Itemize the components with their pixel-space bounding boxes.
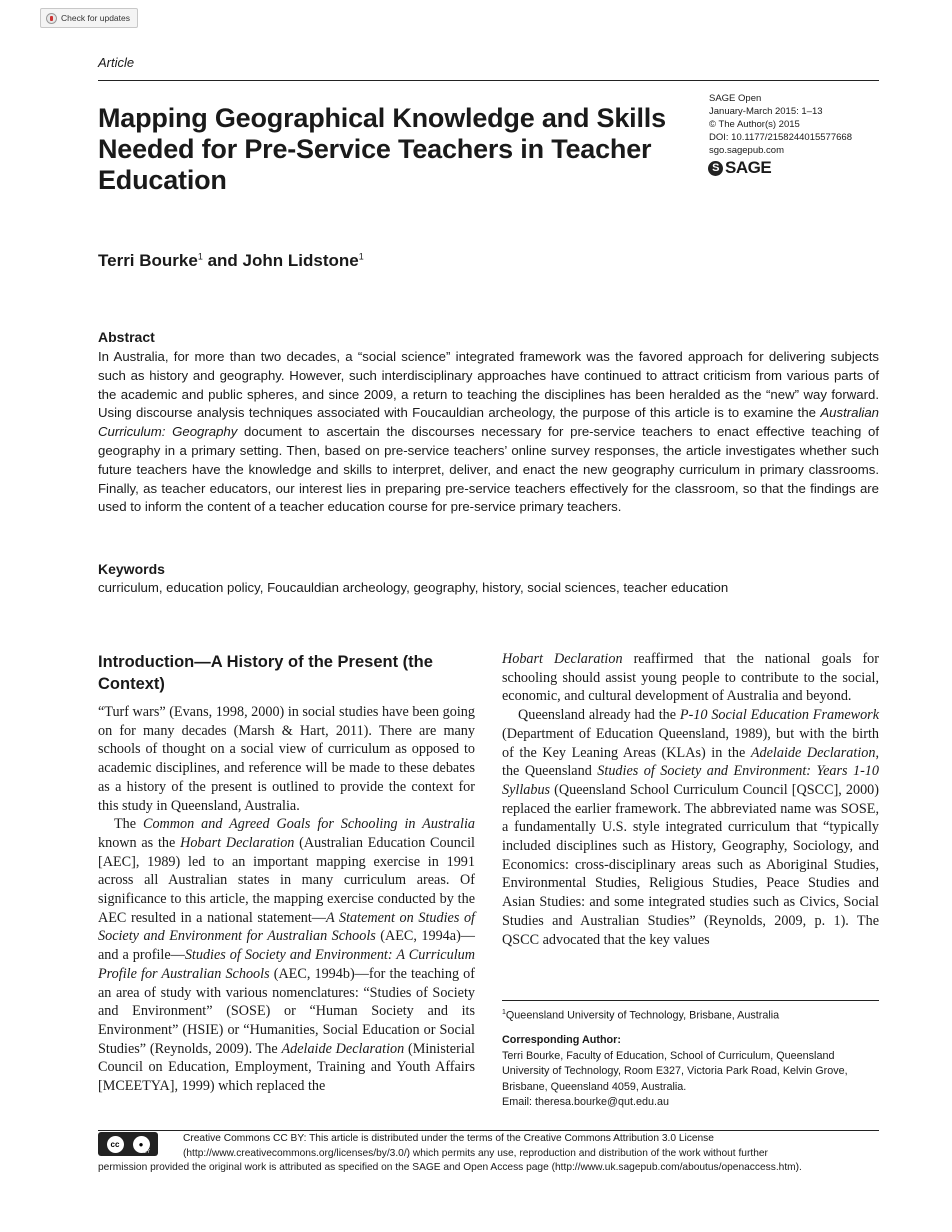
license-line: permission provided the original work is attributed as specified on the SAGE and Open Access page (http://www.uk.sagepub.com/aboutus/openaccess.htm).	[98, 1162, 802, 1173]
body-column-left	[98, 703, 475, 1096]
section-heading: Introduction—A History of the Present (the Context)	[98, 653, 433, 693]
text-run: known as the	[98, 834, 181, 851]
affiliation-text: Queensland University of Technology, Brisbane, Australia	[505, 1009, 780, 1022]
article-title: Mapping Geographical Knowledge and Skills Needed for Pre-Service Teachers in Teacher Education	[98, 103, 666, 195]
author-name: Terri Bourke	[98, 251, 198, 270]
check-for-updates-button[interactable]	[40, 8, 138, 28]
affiliation-mark: 1	[197, 251, 203, 262]
license-statement	[98, 1132, 879, 1176]
license-lead: Creative Commons CC BY:	[183, 1133, 307, 1144]
body-column-right	[502, 650, 879, 949]
text-run: (Ministerial Council on Education, Employment, Training and Youth Affairs [MCEETYA], 1999) which replaced the	[98, 1040, 475, 1095]
doi[interactable]: DOI: 10.1177/2158244015577668	[709, 132, 852, 143]
text-run: (AEC, 1994b)—for the teaching of an area of study with various nomenclatures: “Studies of Society and Environment” (SOSE) or “Human Society and its Environment” (HSIE) or “Humanities, Social Education or Social Studies” (Reynolds, 2009). The	[98, 965, 475, 1057]
update-badge-icon	[46, 13, 57, 24]
copyright: © The Author(s) 2015	[709, 119, 800, 130]
text-run: reaffirmed that the national goals for schooling should assist young people to contribute to the social, economic, and cultural development of Australia and beyond.	[502, 651, 879, 705]
article-type-label: Article	[98, 55, 135, 70]
text-run: (Queensland School Curriculum Council [QSCC], 2000) replaced the earlier framework. The abbreviated name was SOSE, a fundamentally U.S. style integrated curriculum that “typically included disciplines such as History, Geography, Sociology, and Economics: cross-disciplinary areas such as Aboriginal Studies, Environmental Studies, Religious Studies, Peace Studies and Asian Studies: and some integrated studies such as Civics, Social Studies and Australian Studies” (Reynolds, 2009, p. 1). The QSCC advocated that the key values	[502, 781, 879, 948]
journal-name: SAGE Open	[709, 93, 762, 104]
journal-issue: January-March 2015: 1–13	[709, 106, 823, 117]
license-rule	[98, 1130, 879, 1131]
text-run: (Department of Education Queensland, 1989), but with the birth of the Key Leaning Areas (KLAs) in the	[502, 725, 879, 761]
author-joiner: and	[207, 251, 238, 270]
italic-text-run: Hobart Declaration	[180, 834, 295, 851]
sage-logo-text: SAGE	[725, 158, 772, 177]
italic-text-run: Hobart Declaration	[502, 651, 623, 667]
italic-text-run: A Statement on Studies of Society and Environment for Australian Schools	[98, 909, 476, 945]
license-line: This article is distributed under the terms of the Creative Commons Attribution 3.0 License	[309, 1133, 714, 1144]
italic-text-run: P-10 Social Education Framework	[679, 707, 879, 724]
license-line: (http://www.creativecommons.org/licenses/by/3.0/) which permits any use, reproduction and distribution of the work without further	[183, 1147, 768, 1159]
attribution-person-icon: ●	[133, 1136, 150, 1153]
italic-text-run: Adelaide Declaration	[750, 744, 876, 761]
corresponding-author-heading: Corresponding Author:	[502, 1034, 621, 1046]
by-label: BY	[143, 1149, 150, 1155]
paragraph	[502, 650, 879, 706]
keywords-heading: Keywords	[98, 561, 165, 577]
author-list	[98, 251, 364, 271]
paragraph	[98, 815, 475, 1096]
corresponding-line: University of Technology, Room E327, Victoria Park Road, Kelvin Grove,	[502, 1065, 848, 1078]
corresponding-email[interactable]: Email: theresa.bourke@qut.edu.au	[502, 1096, 670, 1109]
text-run: The	[114, 816, 143, 833]
italic-text-run: Adelaide Declaration	[281, 1040, 405, 1057]
keywords-text: curriculum, education policy, Foucauldian archeology, geography, history, social sciences, teacher education	[98, 580, 729, 595]
sage-logo	[708, 158, 771, 178]
italic-text-run: Common and Agreed Goals for Schooling in Australia	[143, 816, 476, 833]
author-name: John Lidstone	[242, 251, 359, 270]
header-rule	[98, 80, 879, 81]
abstract-text-italic: Australian Curriculum: Geography	[98, 405, 879, 440]
abstract-heading: Abstract	[98, 329, 155, 345]
paragraph: “Turf wars” (Evans, 1998, 2000) in social studies have been going on for many decades (Marsh & Hart, 2011). There are many schools of thought on a social view of curriculum as opposed to academic disciplines, and reference will be made to these debates as a history of the present is outlined to provide the context for this study in Queensland, Australia.	[98, 704, 475, 814]
abstract-text-part: document to ascertain the discourses necessary for pre-service teachers to enact effective teaching of geography in a primary setting. Then, based on pre-service teachers’ online survey responses, the article investigates whether such future teachers have the knowledge and skills to interpret, deliver, and enact the new geography curriculum in primary classrooms. Finally, as teacher educators, our interest lies in preparing pre-service teachers effectively for the classroom, so that the findings are used to inform the content of a teacher education course for pre-service primary teachers.	[98, 424, 880, 515]
affiliation-mark: 1	[358, 251, 364, 262]
corresponding-line: Brisbane, Queensland 4059, Australia.	[502, 1080, 687, 1093]
text-run: Queensland already had the	[518, 707, 680, 724]
text-run: (Australian Education Council [AEC], 1989) led to an important mapping exercise in 1991 across all Australian states in many curriculum areas. Of significance to this article, the mapping exercise conducted by the AEC resulted in a national statement—	[98, 834, 475, 926]
sage-s-icon: S	[708, 161, 723, 176]
journal-url[interactable]: sgo.sagepub.com	[709, 145, 784, 156]
text-run: (AEC, 1994a)—and a profile—	[98, 928, 475, 964]
italic-text-run: Studies of Society and Environment: A Curriculum Profile for Australian Schools	[98, 947, 475, 982]
corresponding-author-details	[502, 1049, 879, 1111]
journal-info	[709, 92, 852, 157]
check-for-updates-label: Check for updates	[61, 13, 130, 23]
abstract-text-part: In Australia, for more than two decades, a “social science” integrated framework was the favored approach for delivering subjects such as history and geography. However, such interdisciplinary approaches have continued to attract criticism from various parts of the academic and public spheres, and since 2009, a return to teaching the disciplines has been heralded as the “new” way forward. Using discourse analysis techniques associated with Foucauldian archeology, the purpose of this article is to examine the	[98, 349, 879, 421]
cc-icon: cc	[107, 1136, 124, 1153]
italic-text-run: Studies of Society and Environment: Years 1-10 Syllabus	[502, 763, 879, 798]
affiliation-mark: 1	[502, 1009, 506, 1016]
corresponding-line: Terri Bourke, Faculty of Education, School of Curriculum, Queensland	[502, 1050, 835, 1062]
abstract-text	[98, 348, 879, 517]
text-run: , the Queensland	[502, 744, 879, 780]
footnote-rule	[502, 1000, 879, 1001]
affiliation-footnote	[502, 1009, 779, 1022]
cc-by-badge[interactable]	[98, 1132, 158, 1156]
paragraph	[502, 706, 879, 949]
